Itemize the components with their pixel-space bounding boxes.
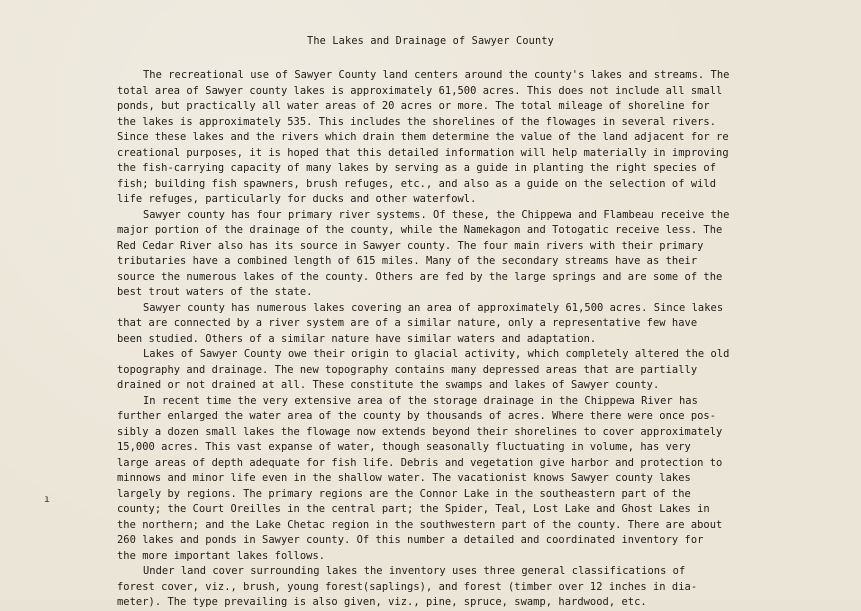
text-line: Sawyer county has four primary river systems. Of these, the Chippewa and Flambeau receive the bbox=[143, 208, 730, 221]
text-line: Red Cedar River also has its source in Sawyer county. The four main rivers with their primary bbox=[117, 239, 704, 252]
text-line: source the numerous lakes of the county. Others are fed by the large springs and are some of the bbox=[117, 270, 723, 283]
text-line: Sawyer county has numerous lakes covering an area of approximately 61,500 acres. Since lakes bbox=[143, 301, 724, 314]
text-line: minnows and minor life even in the shallow water. The vacationist knows Sawyer county lakes bbox=[117, 472, 691, 484]
text-line: large areas of depth adequate for fish life. Debris and vegetation give harbor and protection to bbox=[117, 456, 723, 469]
text-line: county; the Court Oreilles in the central part; the Spider, Teal, Lost Lake and Ghost Lakes in bbox=[117, 503, 710, 515]
text-line: creational purposes, it is hoped that this detailed information will help materially in improving bbox=[117, 146, 729, 159]
text-line: total area of Sawyer county lakes is approximately 61,500 acres. This does not include all small bbox=[117, 84, 723, 97]
text-line: best trout waters of the state. bbox=[117, 286, 313, 298]
text-line: that are connected by a river system are of a similar nature, only a representative few have bbox=[117, 317, 698, 329]
text-line: forest cover, viz., brush, young forest(saplings), and forest (timber over 12 inches in dia- bbox=[117, 580, 698, 593]
text-line: the fish-carrying capacity of many lakes by serving as a guide in planting the right species of bbox=[117, 162, 717, 174]
text-line: life refuges, particularly for ducks and other waterfowl. bbox=[117, 193, 477, 205]
text-line: Under land cover surrounding lakes the inventory uses three general classifications of bbox=[143, 565, 686, 577]
page-title: The Lakes and Drainage of Sawyer County bbox=[306, 36, 554, 47]
text-line: topography and drainage. The new topography contains many depressed areas that are partially bbox=[117, 363, 698, 376]
text-line: fish; building fish spawners, brush refuges, etc., and also as a guide on the selection of wild bbox=[117, 177, 717, 190]
text-line: sibly a dozen small lakes the flowage now extends beyond their shorelines to cover approximately bbox=[117, 425, 723, 438]
body-text bbox=[117, 68, 797, 611]
text-line: ponds, but practically all water areas of 20 acres or more. The total mileage of shoreline for bbox=[117, 100, 710, 112]
margin-mark: ı bbox=[44, 494, 51, 505]
text-line: 260 lakes and ponds in Sawyer county. Of this number a detailed and coordinated inventory for bbox=[117, 534, 704, 546]
text-line: the lakes is approximately 535. This includes the shorelines of the flowages in several rivers. bbox=[117, 115, 717, 128]
text-line: largely by regions. The primary regions are the Connor Lake in the southeastern part of the bbox=[117, 487, 691, 500]
text-line: the more important lakes follows. bbox=[117, 549, 326, 562]
text-line: major portion of the drainage of the county, while the Namekagon and Totogatic receive less. The bbox=[117, 224, 723, 236]
text-line: been studied. Others of a similar nature have similar waters and adaptation. bbox=[117, 332, 597, 345]
text-line: The recreational use of Sawyer County land centers around the county's lakes and streams. The bbox=[143, 69, 730, 81]
text-line: tributaries have a combined length of 615 miles. Many of the secondary streams have as their bbox=[117, 255, 698, 267]
text-line: drained or not drained at all. These constitute the swamps and lakes of Sawyer county. bbox=[117, 379, 660, 391]
text-line: Since these lakes and the rivers which drain them determine the value of the land adjacent for re bbox=[117, 131, 729, 143]
text-line: further enlarged the water area of the county by thousands of acres. Where there were once pos- bbox=[117, 410, 717, 422]
text-line: In recent time the very extensive area of the storage drainage in the Chippewa River has bbox=[143, 394, 698, 407]
text-line: the northern; and the Lake Chetac region in the southwestern part of the county. There are about bbox=[117, 518, 723, 531]
text-line: Lakes of Sawyer County owe their origin to glacial activity, which completely altered the old bbox=[143, 348, 730, 360]
text-line: 15,000 acres. This vast expanse of water, though seasonally fluctuating in volume, has very bbox=[117, 441, 691, 453]
text-line: meter). The type prevailing is also given, viz., pine, spruce, swamp, hardwood, etc. bbox=[117, 596, 647, 608]
